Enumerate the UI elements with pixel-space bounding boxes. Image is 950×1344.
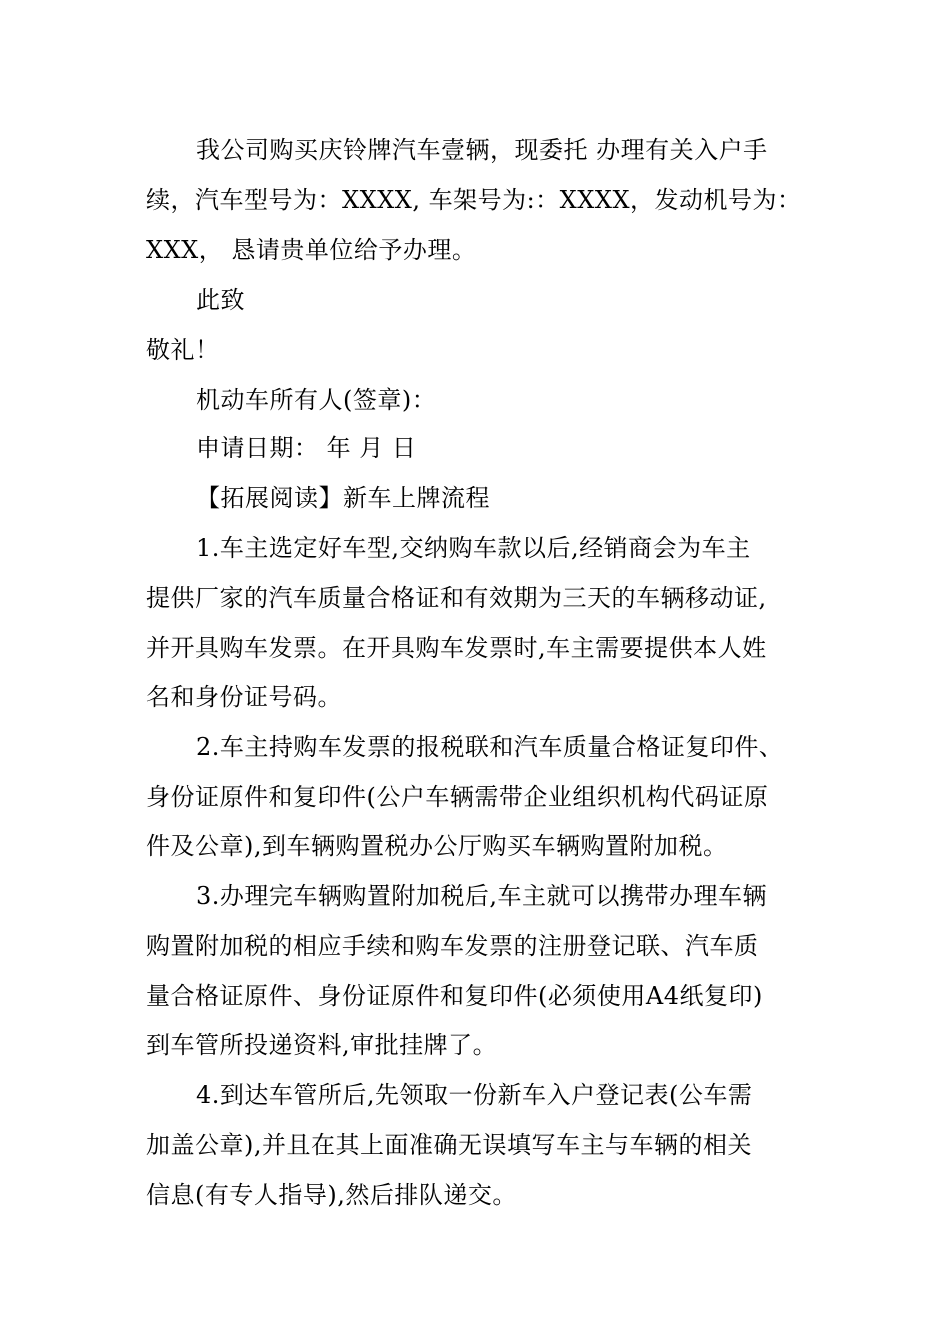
letter-body-line-2: 续，汽车型号为：XXXX, 车架号为:：XXXX，发动机号为： — [146, 186, 802, 214]
step2-line-2: 身份证原件和复印件(公户车辆需带企业组织机构代码证原 — [146, 783, 769, 811]
step1-line-1: 1.车主选定好车型,交纳购车款以后,经销商会为车主 — [196, 534, 751, 562]
letter-body-line-1: 我公司购买庆铃牌汽车壹辆，现委托 办理有关入户手 — [196, 136, 768, 164]
step3-line-4: 到车管所投递资料,审批挂牌了。 — [146, 1031, 498, 1059]
letter-salute: 敬礼！ — [146, 336, 220, 364]
step3-line-2: 购置附加税的相应手续和购车发票的注册登记联、汽车质 — [146, 932, 759, 960]
letter-date: 申请日期： 年 月 日 — [196, 434, 417, 462]
step1-line-2: 提供厂家的汽车质量合格证和有效期为三天的车辆移动证, — [146, 584, 767, 612]
step3-line-1: 3.办理完车辆购置附加税后,车主就可以携带办理车辆 — [196, 882, 768, 910]
step2-line-1: 2.车主持购车发票的报税联和汽车质量合格证复印件、 — [196, 733, 784, 761]
step4-line-3: 信息(有专人指导),然后排队递交。 — [146, 1181, 517, 1209]
step4-line-2: 加盖公章),并且在其上面准确无误填写车主与车辆的相关 — [146, 1131, 752, 1159]
letter-signature: 机动车所有人(签章)： — [196, 386, 437, 414]
letter-closing: 此致 — [196, 286, 245, 314]
step4-line-1: 4.到达车管所后,先领取一份新车入户登记表(公车需 — [196, 1081, 753, 1109]
step3-line-3: 量合格证原件、身份证原件和复印件(必须使用A4纸复印) — [146, 982, 763, 1010]
step1-line-3: 并开具购车发票。在开具购车发票时,车主需要提供本人姓 — [146, 634, 767, 662]
extended-reading-heading: 【拓展阅读】新车上牌流程 — [196, 484, 490, 512]
step1-line-4: 名和身份证号码。 — [146, 683, 342, 711]
step2-line-3: 件及公章),到车辆购置税办公厅购买车辆购置附加税。 — [146, 832, 728, 860]
letter-body-line-3: XXX， 恳请贵单位给予办理。 — [146, 236, 477, 264]
